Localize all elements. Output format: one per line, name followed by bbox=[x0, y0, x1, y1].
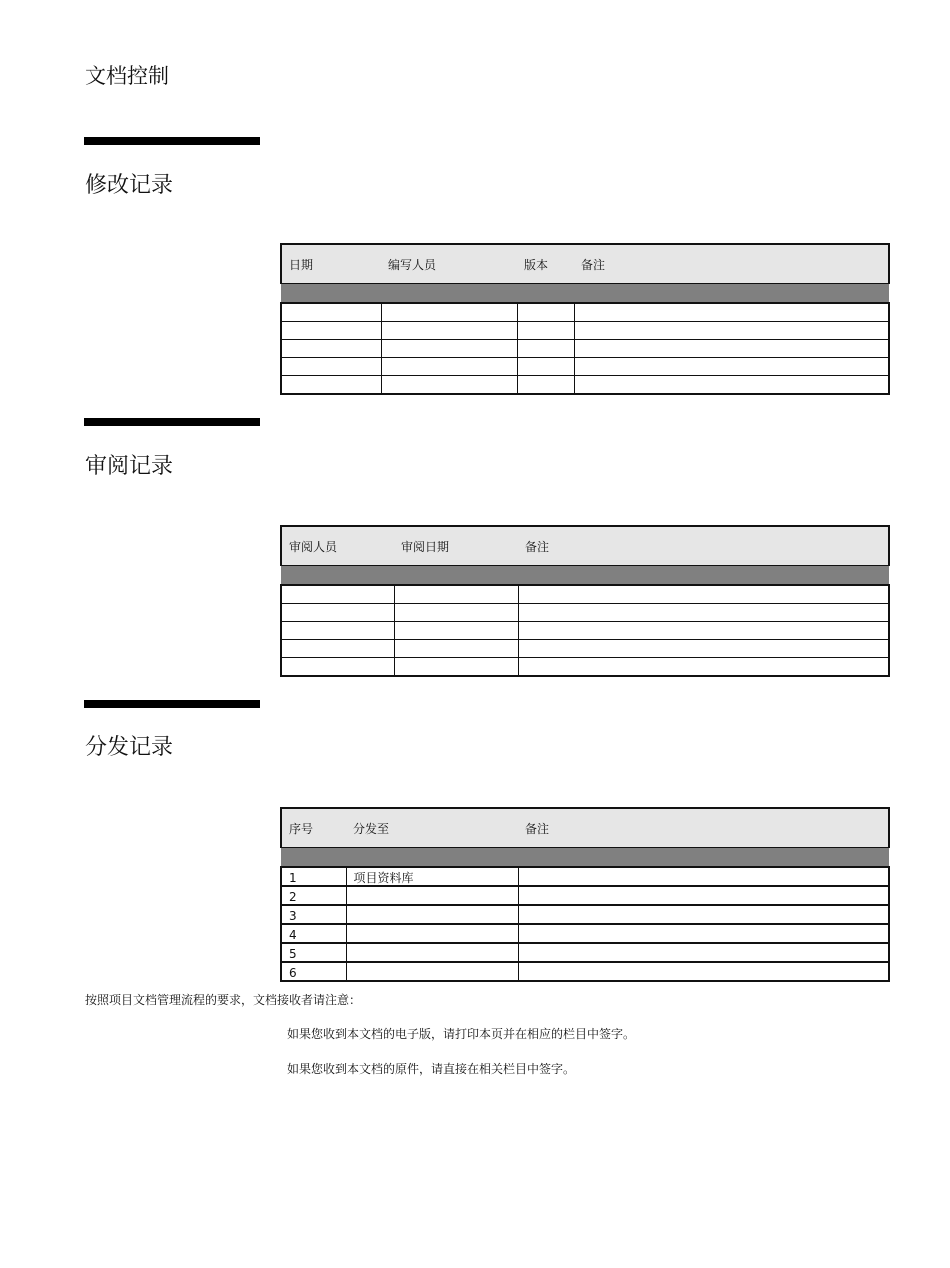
table-row bbox=[281, 376, 889, 395]
review-table bbox=[280, 525, 890, 677]
table-cell[interactable] bbox=[518, 962, 889, 981]
table-cell[interactable] bbox=[381, 322, 517, 340]
column-header: 分发至 bbox=[346, 808, 518, 848]
table-row bbox=[281, 604, 889, 622]
table-cell[interactable] bbox=[518, 886, 889, 905]
table-row bbox=[281, 658, 889, 677]
table-cell[interactable] bbox=[574, 340, 889, 358]
table-cell[interactable] bbox=[394, 585, 518, 604]
table-cell[interactable] bbox=[281, 622, 394, 640]
table-cell[interactable] bbox=[381, 358, 517, 376]
table-cell[interactable] bbox=[381, 376, 517, 395]
table-cell[interactable] bbox=[394, 640, 518, 658]
distribution-table bbox=[280, 807, 890, 982]
table-cell[interactable] bbox=[381, 340, 517, 358]
table-row bbox=[281, 886, 889, 905]
table-cell[interactable] bbox=[346, 905, 518, 924]
row-number: 4 bbox=[281, 924, 346, 943]
table-cell[interactable] bbox=[574, 322, 889, 340]
document-title: 文档控制 bbox=[85, 64, 169, 88]
table-cell[interactable] bbox=[281, 376, 381, 395]
section-divider bbox=[84, 418, 260, 426]
table-cell[interactable] bbox=[517, 340, 574, 358]
table-cell[interactable] bbox=[281, 658, 394, 677]
table-cell[interactable] bbox=[394, 622, 518, 640]
note-electronic: 如果您收到本文档的电子版，请打印本页并在相应的栏目中签字。 bbox=[287, 1027, 636, 1041]
table-row bbox=[281, 924, 889, 943]
column-header: 备注 bbox=[518, 808, 889, 848]
distribution-heading: 分发记录 bbox=[85, 735, 174, 760]
table-cell[interactable] bbox=[281, 340, 381, 358]
notes-intro: 按照项目文档管理流程的要求，文档接收者请注意： bbox=[85, 993, 362, 1007]
column-header: 审阅日期 bbox=[394, 526, 518, 566]
header-band bbox=[281, 848, 889, 868]
table-cell[interactable] bbox=[281, 640, 394, 658]
header-band bbox=[281, 566, 889, 586]
table-cell[interactable] bbox=[517, 376, 574, 395]
table-cell[interactable] bbox=[346, 943, 518, 962]
table-cell[interactable] bbox=[346, 924, 518, 943]
table-cell[interactable] bbox=[518, 585, 889, 604]
table-cell[interactable] bbox=[518, 924, 889, 943]
revision-table bbox=[280, 243, 890, 395]
row-number: 1 bbox=[281, 867, 346, 886]
table-cell[interactable] bbox=[394, 658, 518, 677]
review-heading: 审阅记录 bbox=[85, 454, 174, 479]
table-cell[interactable] bbox=[518, 905, 889, 924]
table-row bbox=[281, 867, 889, 886]
column-header: 日期 bbox=[281, 244, 381, 284]
row-number: 3 bbox=[281, 905, 346, 924]
table-row bbox=[281, 303, 889, 322]
table-row bbox=[281, 962, 889, 981]
table-row bbox=[281, 322, 889, 340]
table-cell[interactable] bbox=[518, 658, 889, 677]
table-cell[interactable] bbox=[518, 867, 889, 886]
table-cell[interactable] bbox=[281, 303, 381, 322]
column-header: 审阅人员 bbox=[281, 526, 394, 566]
table-row bbox=[281, 585, 889, 604]
column-header: 备注 bbox=[518, 526, 889, 566]
table-cell[interactable] bbox=[281, 322, 381, 340]
column-header: 版本 bbox=[517, 244, 574, 284]
note-original: 如果您收到本文档的原件，请直接在相关栏目中签字。 bbox=[287, 1062, 576, 1076]
table-cell[interactable] bbox=[381, 303, 517, 322]
table-cell[interactable] bbox=[518, 943, 889, 962]
row-number: 2 bbox=[281, 886, 346, 905]
column-header: 编写人员 bbox=[381, 244, 517, 284]
row-number: 6 bbox=[281, 962, 346, 981]
table-cell[interactable] bbox=[346, 962, 518, 981]
table-row bbox=[281, 358, 889, 376]
table-cell[interactable] bbox=[517, 322, 574, 340]
table-cell[interactable] bbox=[574, 303, 889, 322]
table-row bbox=[281, 943, 889, 962]
table-cell[interactable] bbox=[518, 640, 889, 658]
section-divider bbox=[84, 137, 260, 145]
table-cell[interactable] bbox=[517, 303, 574, 322]
table-cell[interactable] bbox=[574, 358, 889, 376]
table-cell[interactable] bbox=[574, 376, 889, 395]
table-cell[interactable]: 项目资料库 bbox=[346, 867, 518, 886]
table-row bbox=[281, 622, 889, 640]
table-cell[interactable] bbox=[517, 358, 574, 376]
table-cell[interactable] bbox=[281, 604, 394, 622]
table-row bbox=[281, 640, 889, 658]
header-band bbox=[281, 284, 889, 304]
revision-heading: 修改记录 bbox=[85, 173, 174, 198]
table-cell[interactable] bbox=[346, 886, 518, 905]
table-row bbox=[281, 340, 889, 358]
table-cell[interactable] bbox=[518, 604, 889, 622]
table-cell[interactable] bbox=[281, 585, 394, 604]
row-number: 5 bbox=[281, 943, 346, 962]
table-cell[interactable] bbox=[518, 622, 889, 640]
table-cell[interactable] bbox=[281, 358, 381, 376]
section-divider bbox=[84, 700, 260, 708]
table-cell[interactable] bbox=[394, 604, 518, 622]
column-header: 序号 bbox=[281, 808, 346, 848]
table-row bbox=[281, 905, 889, 924]
column-header: 备注 bbox=[574, 244, 889, 284]
